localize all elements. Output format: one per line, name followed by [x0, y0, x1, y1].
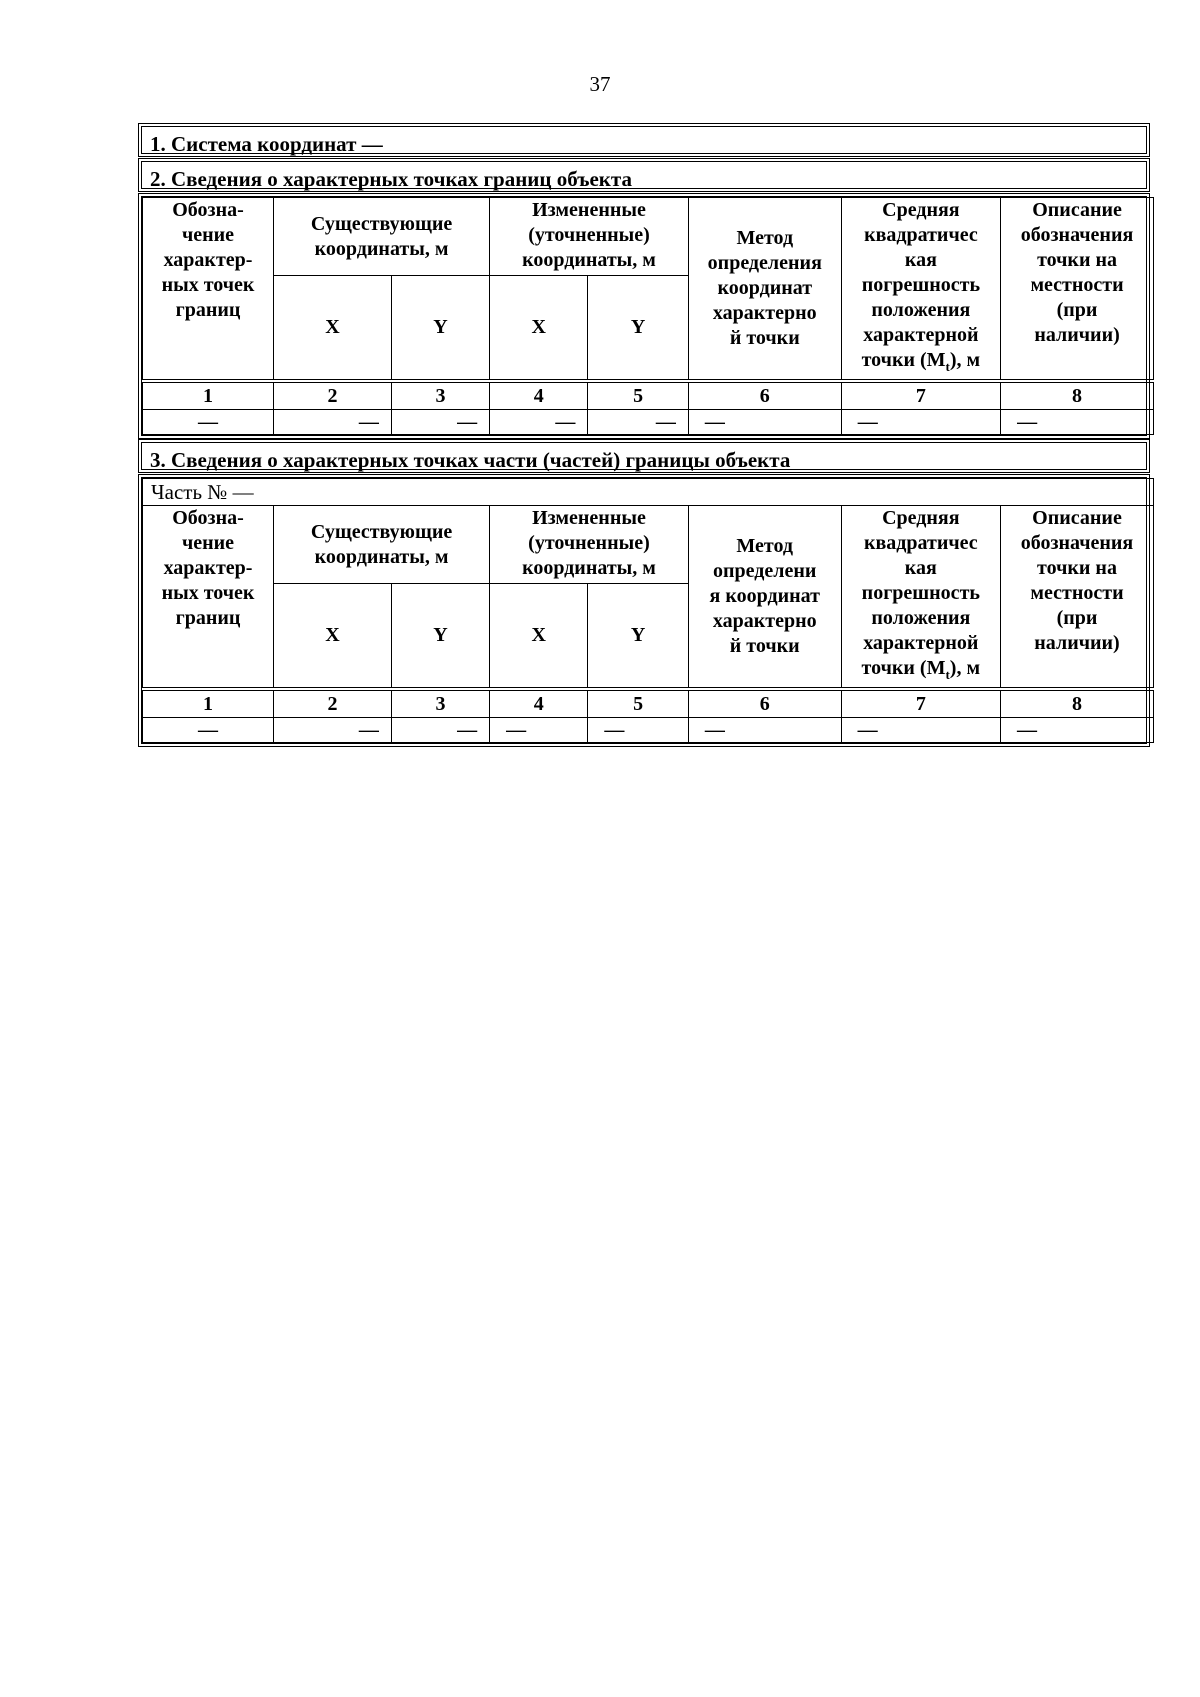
table-row: [143, 410, 1154, 435]
table-cell: —: [841, 718, 1000, 743]
table-cell: —: [841, 410, 1000, 435]
table-cell: —: [688, 410, 841, 435]
page-number: 37: [589, 72, 611, 96]
section-coordinate-system: 1. Система координат —: [141, 126, 1147, 154]
table-cell: —: [588, 718, 688, 743]
table-cell: —: [588, 410, 688, 435]
table-cell: —: [1001, 410, 1154, 435]
header-existing-y: Y: [391, 584, 489, 689]
column-number: 1: [143, 689, 274, 718]
header-changed-coordinates: Измененные (уточненные) координаты, м: [490, 198, 689, 276]
part-boundary-points-table-frame: [141, 477, 1147, 744]
column-number-row: [143, 381, 1154, 410]
header-mean-square-error: Средняя квадратичес кая погрешность положения характерной точки $(M_t)$, м: [841, 198, 1000, 382]
part-number-label: Часть № —: [143, 479, 1154, 506]
column-number: 5: [588, 689, 688, 718]
header-changed-coordinates: Измененные (уточненные) координаты, м: [490, 506, 689, 584]
table-cell: —: [143, 718, 274, 743]
header-existing-x: X: [274, 276, 392, 381]
column-number: 2: [274, 381, 392, 410]
boundary-points-table-frame: [141, 196, 1147, 436]
column-number: 6: [688, 381, 841, 410]
header-changed-x: X: [490, 276, 588, 381]
table-cell: —: [688, 718, 841, 743]
header-point-description: Описание обозначения точки на местности (при наличии): [1001, 506, 1154, 690]
column-number: 5: [588, 381, 688, 410]
column-number: 7: [841, 689, 1000, 718]
table-cell: —: [391, 718, 489, 743]
table-header-row: [143, 506, 1154, 584]
table-cell: —: [274, 718, 392, 743]
column-number-row: [143, 689, 1154, 718]
column-number: 6: [688, 689, 841, 718]
coordinates-form: [138, 123, 1150, 747]
header-point-designation: Обозна- чение характер- ных точек границ: [143, 506, 274, 690]
table-cell: —: [1001, 718, 1154, 743]
header-point-description: Описание обозначения точки на местности (при наличии): [1001, 198, 1154, 382]
column-number: 3: [391, 381, 489, 410]
header-changed-y: Y: [588, 584, 688, 689]
column-number: 3: [391, 689, 489, 718]
section-part-boundary-points: 3. Сведения о характерных точках части (частей) границы объекта: [141, 442, 1147, 470]
header-mean-square-error: Средняя квадратичес кая погрешность положения характерной точки $(M_t)$, м: [841, 506, 1000, 690]
column-number: 8: [1001, 689, 1154, 718]
boundary-points-table: [142, 197, 1154, 435]
column-number: 8: [1001, 381, 1154, 410]
column-number: 4: [490, 689, 588, 718]
table-cell: —: [490, 410, 588, 435]
header-method: Метод определения координат характерно й точки: [688, 198, 841, 382]
header-changed-y: Y: [588, 276, 688, 381]
header-existing-coordinates: Существующие координаты, м: [274, 198, 490, 276]
part-number-row: [143, 479, 1154, 506]
table-row: [143, 718, 1154, 743]
column-number: 4: [490, 381, 588, 410]
header-existing-y: Y: [391, 276, 489, 381]
section-boundary-points: 2. Сведения о характерных точках границ объекта: [141, 161, 1147, 189]
table-cell: —: [274, 410, 392, 435]
part-boundary-points-table: [142, 478, 1154, 743]
header-method: Метод определени я координат характерно й точки: [688, 506, 841, 690]
header-changed-x: X: [490, 584, 588, 689]
header-existing-coordinates: Существующие координаты, м: [274, 506, 490, 584]
table-header-row: [143, 198, 1154, 276]
column-number: 1: [143, 381, 274, 410]
header-existing-x: X: [274, 584, 392, 689]
header-point-designation: Обозна- чение характер- ных точек границ: [143, 198, 274, 382]
table-cell: —: [143, 410, 274, 435]
column-number: 7: [841, 381, 1000, 410]
table-cell: —: [391, 410, 489, 435]
table-cell: —: [490, 718, 588, 743]
column-number: 2: [274, 689, 392, 718]
